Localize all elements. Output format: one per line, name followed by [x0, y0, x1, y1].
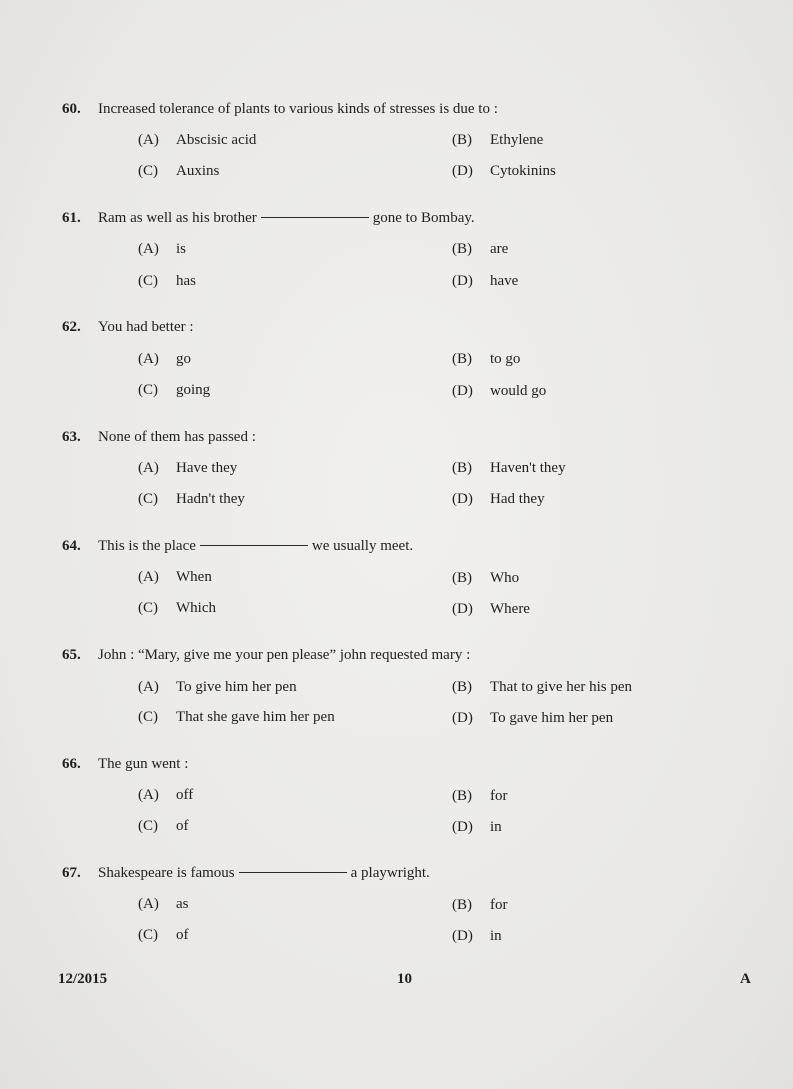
option-67-c [138, 926, 189, 944]
option-text: That to give her his pen [490, 679, 633, 695]
option-63-d [452, 490, 545, 508]
option-60-a [138, 131, 256, 149]
option-text: Who [490, 570, 520, 586]
question-text: None of them has passed : [98, 429, 256, 445]
option-64-c [138, 599, 216, 617]
option-letter: (A) [138, 460, 159, 476]
option-61-a [138, 240, 186, 258]
option-letter: (C) [138, 818, 158, 834]
series-letter: A [740, 971, 751, 987]
answer-blank [200, 545, 308, 546]
option-65-b [452, 678, 632, 696]
question-number: 64. [62, 538, 81, 554]
option-text: are [490, 241, 509, 257]
option-letter: (B) [452, 570, 472, 586]
option-letter: (A) [138, 351, 159, 367]
option-66-c [138, 817, 189, 835]
option-67-d [452, 927, 502, 945]
option-text: going [176, 382, 211, 398]
option-text: off [176, 787, 194, 803]
option-64-d [452, 600, 530, 618]
option-61-c [138, 272, 196, 290]
option-text: Hadn't they [176, 491, 245, 507]
option-62-c [138, 381, 210, 399]
option-letter: (A) [138, 896, 159, 912]
paper-code: 12/2015 [58, 971, 108, 987]
question-number: 67. [62, 865, 81, 881]
option-text: Ethylene [490, 132, 544, 148]
option-letter: (D) [452, 819, 473, 835]
option-65-c [138, 708, 335, 726]
question-text: Ram as well as his brother [98, 210, 257, 226]
option-letter: (B) [452, 241, 472, 257]
option-64-a [138, 568, 212, 586]
question-number: 66. [62, 756, 81, 772]
option-text: of [176, 927, 189, 943]
option-letter: (B) [452, 679, 472, 695]
question-number: 61. [62, 210, 81, 226]
answer-blank [261, 217, 369, 218]
question-62 [62, 318, 194, 336]
option-64-b [452, 569, 519, 587]
option-text: of [176, 818, 189, 834]
question-text: The gun went : [98, 756, 189, 772]
option-text: to go [490, 351, 521, 367]
option-text: Cytokinins [490, 163, 556, 179]
question-61 [62, 209, 475, 227]
option-letter: (B) [452, 351, 472, 367]
question-text-end: gone to Bombay. [372, 210, 475, 226]
option-letter: (C) [138, 273, 158, 289]
option-63-a [138, 459, 237, 477]
option-66-b [452, 787, 508, 805]
option-text: Have they [176, 460, 238, 476]
question-number: 65. [62, 647, 81, 663]
option-letter: (C) [138, 600, 158, 616]
question-64 [62, 537, 413, 555]
option-65-d [452, 709, 613, 727]
question-text: Shakespeare is famous [98, 865, 235, 881]
option-letter: (C) [138, 163, 158, 179]
option-text: Where [490, 601, 530, 617]
option-letter: (D) [452, 710, 473, 726]
option-text: as [176, 896, 189, 912]
question-number: 63. [62, 429, 81, 445]
option-63-c [138, 490, 245, 508]
question-text: Increased tolerance of plants to various kinds of stresses is due to : [98, 101, 498, 117]
option-letter: (D) [452, 273, 473, 289]
option-letter: (A) [138, 132, 159, 148]
option-text: Had they [490, 491, 545, 507]
option-letter: (C) [138, 927, 158, 943]
option-letter: (D) [452, 601, 473, 617]
option-60-d [452, 162, 556, 180]
option-text: Which [176, 600, 216, 616]
option-text: Haven't they [490, 460, 566, 476]
option-letter: (B) [452, 897, 472, 913]
option-text: in [490, 928, 502, 944]
option-letter: (B) [452, 788, 472, 804]
option-letter: (A) [138, 569, 159, 585]
option-67-a [138, 895, 189, 913]
option-text: When [176, 569, 212, 585]
option-60-b [452, 131, 543, 149]
option-text: To gave him her pen [490, 710, 614, 726]
option-text: That she gave him her pen [176, 709, 335, 725]
option-letter: (D) [452, 491, 473, 507]
option-letter: (D) [452, 383, 473, 399]
question-67 [62, 864, 430, 882]
option-text: is [176, 241, 187, 257]
question-63 [62, 428, 256, 446]
answer-blank [239, 872, 347, 873]
question-60 [62, 100, 498, 118]
option-63-b [452, 459, 566, 477]
option-letter: (D) [452, 163, 473, 179]
option-letter: (B) [452, 460, 472, 476]
option-61-b [452, 240, 508, 258]
option-text: To give him her pen [176, 679, 297, 695]
option-text: go [176, 351, 191, 367]
option-letter: (A) [138, 241, 159, 257]
option-text: Abscisic acid [176, 132, 257, 148]
option-letter: (A) [138, 679, 159, 695]
option-62-d [452, 382, 546, 400]
option-62-b [452, 350, 520, 368]
question-text: John : “Mary, give me your pen please” john requested mary : [98, 647, 471, 663]
question-text-end: we usually meet. [311, 538, 414, 554]
question-number: 60. [62, 101, 81, 117]
option-letter: (C) [138, 491, 158, 507]
option-text: would go [490, 383, 547, 399]
page-number: 10 [397, 971, 412, 987]
option-text: for [490, 788, 508, 804]
question-text-end: a playwright. [350, 865, 430, 881]
option-66-d [452, 818, 502, 836]
option-60-c [138, 162, 219, 180]
option-letter: (B) [452, 132, 472, 148]
option-text: for [490, 897, 508, 913]
question-65 [62, 646, 470, 664]
option-text: have [490, 273, 519, 289]
option-text: has [176, 273, 196, 289]
option-letter: (C) [138, 382, 158, 398]
option-67-b [452, 896, 508, 914]
option-letter: (A) [138, 787, 159, 803]
option-65-a [138, 678, 297, 696]
option-61-d [452, 272, 518, 290]
option-letter: (C) [138, 709, 158, 725]
question-text: You had better : [98, 319, 194, 335]
option-62-a [138, 350, 191, 368]
question-text: This is the place [98, 538, 196, 554]
option-text: Auxins [176, 163, 220, 179]
option-66-a [138, 786, 193, 804]
option-letter: (D) [452, 928, 473, 944]
question-number: 62. [62, 319, 81, 335]
option-text: in [490, 819, 502, 835]
question-66 [62, 755, 188, 773]
